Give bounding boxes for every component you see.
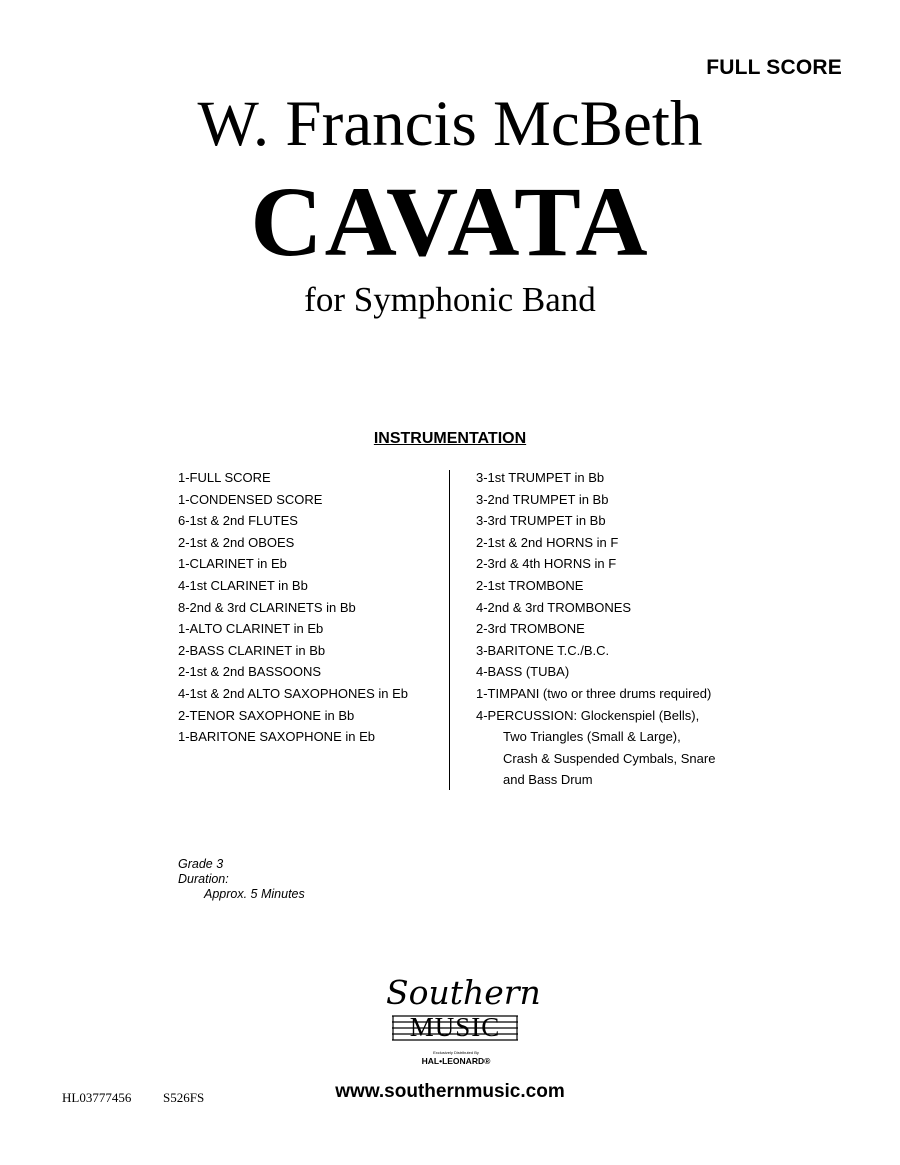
- instrument-item: 1-CLARINET in Eb: [178, 556, 287, 572]
- instrument-item: 2-1st & 2nd OBOES: [178, 534, 295, 550]
- logo-distributed-text: Exclusively Distributed By: [433, 1050, 479, 1055]
- instrument-item-continuation: and Bass Drum: [503, 772, 593, 788]
- instrument-item: 3-BARITONE T.C./B.C.: [476, 642, 610, 658]
- hal-leonard-logo: HAL•LEONARD®: [421, 1056, 491, 1066]
- instrument-item: 2-3rd & 4th HORNS in F: [476, 556, 617, 572]
- instrument-item: 1-FULL SCORE: [178, 470, 271, 485]
- instrumentation-heading: INSTRUMENTATION: [373, 430, 527, 447]
- instrumentation-left-column: [178, 467, 408, 748]
- duration-value: Approx. 5 Minutes: [204, 887, 305, 901]
- instrument-item: 2-1st TROMBONE: [476, 577, 584, 593]
- instrument-item: 1-ALTO CLARINET in Eb: [178, 621, 324, 637]
- instrument-item-continuation: Crash & Suspended Cymbals, Snare: [503, 750, 716, 766]
- logo-script-text: Southern: [386, 973, 541, 1012]
- instrument-item: 4-BASS (TUBA): [476, 664, 570, 680]
- duration-label: Duration:: [178, 872, 229, 886]
- instrument-item: 2-1st & 2nd BASSOONS: [178, 664, 322, 680]
- instrument-item: 6-1st & 2nd FLUTES: [178, 513, 298, 529]
- s-catalog-code: S526FS: [163, 1090, 205, 1105]
- instrument-item: 2-TENOR SAXOPHONE in Bb: [178, 707, 355, 723]
- logo-music-text: MUSIC: [409, 1012, 501, 1042]
- grade-label: Grade 3: [178, 857, 224, 871]
- instrument-item: 2-3rd TROMBONE: [476, 621, 585, 637]
- website-url: www.southernmusic.com: [335, 1081, 565, 1102]
- instrument-item: 4-1st CLARINET in Bb: [178, 577, 308, 593]
- instrument-item: 3-3rd TRUMPET in Bb: [476, 513, 606, 529]
- hl-catalog-code: HL03777456: [62, 1090, 132, 1105]
- grade-duration-block: [178, 857, 305, 902]
- instrument-item: 3-1st TRUMPET in Bb: [476, 470, 605, 485]
- full-score-label: FULL SCORE: [706, 56, 842, 79]
- instrument-item: 1-BARITONE SAXOPHONE in Eb: [178, 729, 375, 745]
- column-divider: [449, 470, 450, 790]
- instrument-item: 3-2nd TRUMPET in Bb: [476, 491, 609, 507]
- southern-music-logo: [386, 973, 541, 1072]
- instrument-item: 4-1st & 2nd ALTO SAXOPHONES in Eb: [178, 685, 409, 701]
- instrument-item: 4-PERCUSSION: Glockenspiel (Bells),: [476, 707, 700, 723]
- piece-subtitle: for Symphonic Band: [304, 280, 596, 319]
- instrument-item: 2-1st & 2nd HORNS in F: [476, 534, 619, 550]
- instrument-item: 4-2nd & 3rd TROMBONES: [476, 599, 632, 615]
- instrument-item: 1-CONDENSED SCORE: [178, 491, 323, 507]
- instrumentation-right-column: [476, 467, 715, 791]
- composer-name: W. Francis McBeth: [197, 88, 703, 160]
- instrument-item: 1-TIMPANI (two or three drums required): [476, 685, 712, 701]
- instrument-item: 8-2nd & 3rd CLARINETS in Bb: [178, 599, 356, 615]
- instrument-item-continuation: Two Triangles (Small & Large),: [503, 729, 681, 745]
- piece-title: CAVATA: [250, 166, 650, 277]
- instrument-item: 2-BASS CLARINET in Bb: [178, 642, 326, 658]
